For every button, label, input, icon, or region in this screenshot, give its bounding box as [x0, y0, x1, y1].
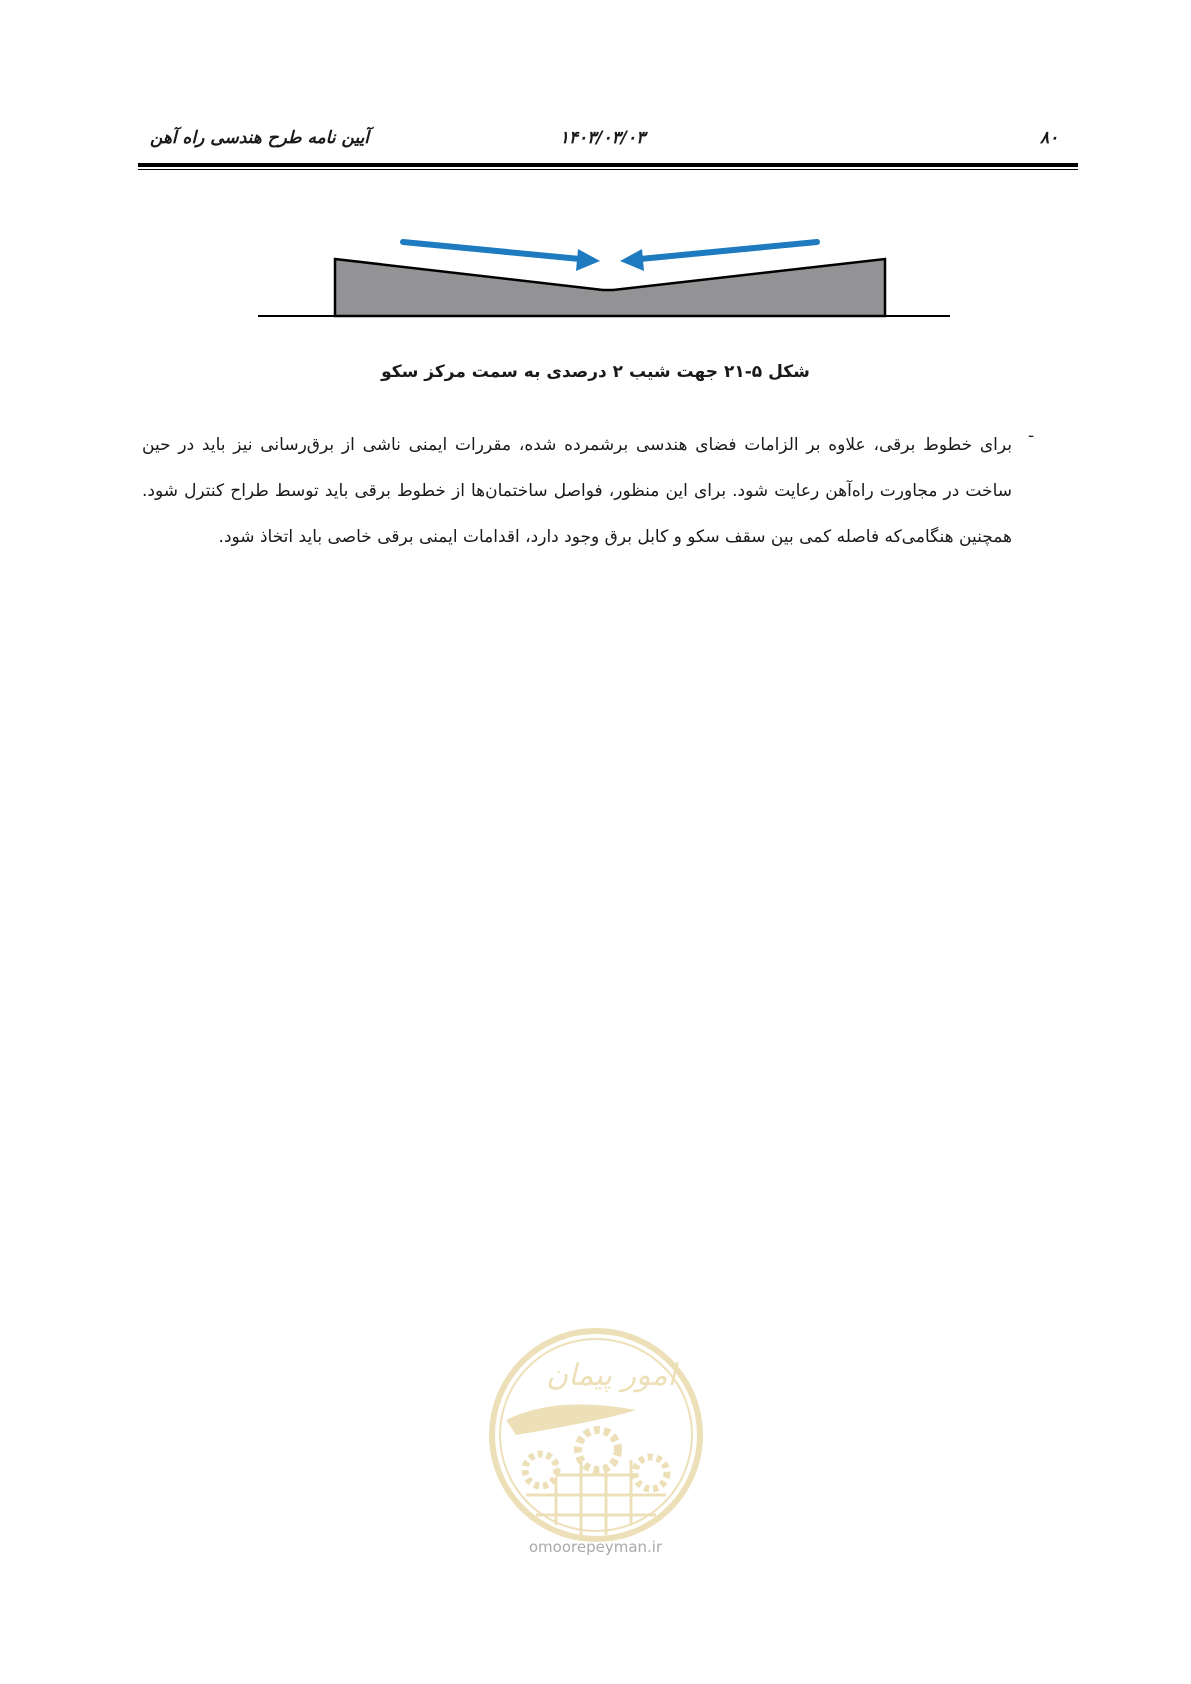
platform-shape — [335, 259, 885, 316]
header-date: ۱۴۰۳/۰۳/۰۳ — [559, 128, 646, 148]
header-title: آیین نامه طرح هندسی راه آهن — [150, 128, 370, 148]
platform-slope-diagram — [250, 225, 960, 325]
watermark-logo-text: امور پیمان — [546, 1358, 676, 1393]
right-arrow-shaft — [640, 242, 817, 259]
right-arrowhead — [620, 249, 644, 271]
bullet-marker: - — [1028, 426, 1035, 446]
figure-caption: شکل ۵-۲۱ جهت شیب ۲ درصدی به سمت مرکز سکو — [381, 362, 810, 382]
omoorepeyman-logo-watermark — [486, 1325, 706, 1545]
left-arrowhead — [576, 249, 600, 271]
page-number: ۸۰ — [1040, 128, 1059, 148]
watermark-url: omoorepeyman.ir — [528, 1538, 663, 1556]
header-rule-thick — [138, 163, 1078, 167]
body-paragraph: برای خطوط برقی، علاوه بر الزامات فضای هندسی برشمرده شده، مقررات ایمنی ناشی از برق‌رسانی نیز باید در حین ساخت در مجاورت راه‌آهن رعایت شود. برای این منظور، فواصل ساختمان‌ها از خطوط برقی باید توسط طراح کنترل شود. همچنین هنگامی‌که فاصله کمی بین سقف سکو و کابل برق وجود دارد، اقدامات ایمنی برقی خاصی باید اتخاذ شود. — [142, 435, 1012, 547]
header-rule-thin — [138, 169, 1078, 170]
left-arrow-shaft — [403, 242, 580, 259]
